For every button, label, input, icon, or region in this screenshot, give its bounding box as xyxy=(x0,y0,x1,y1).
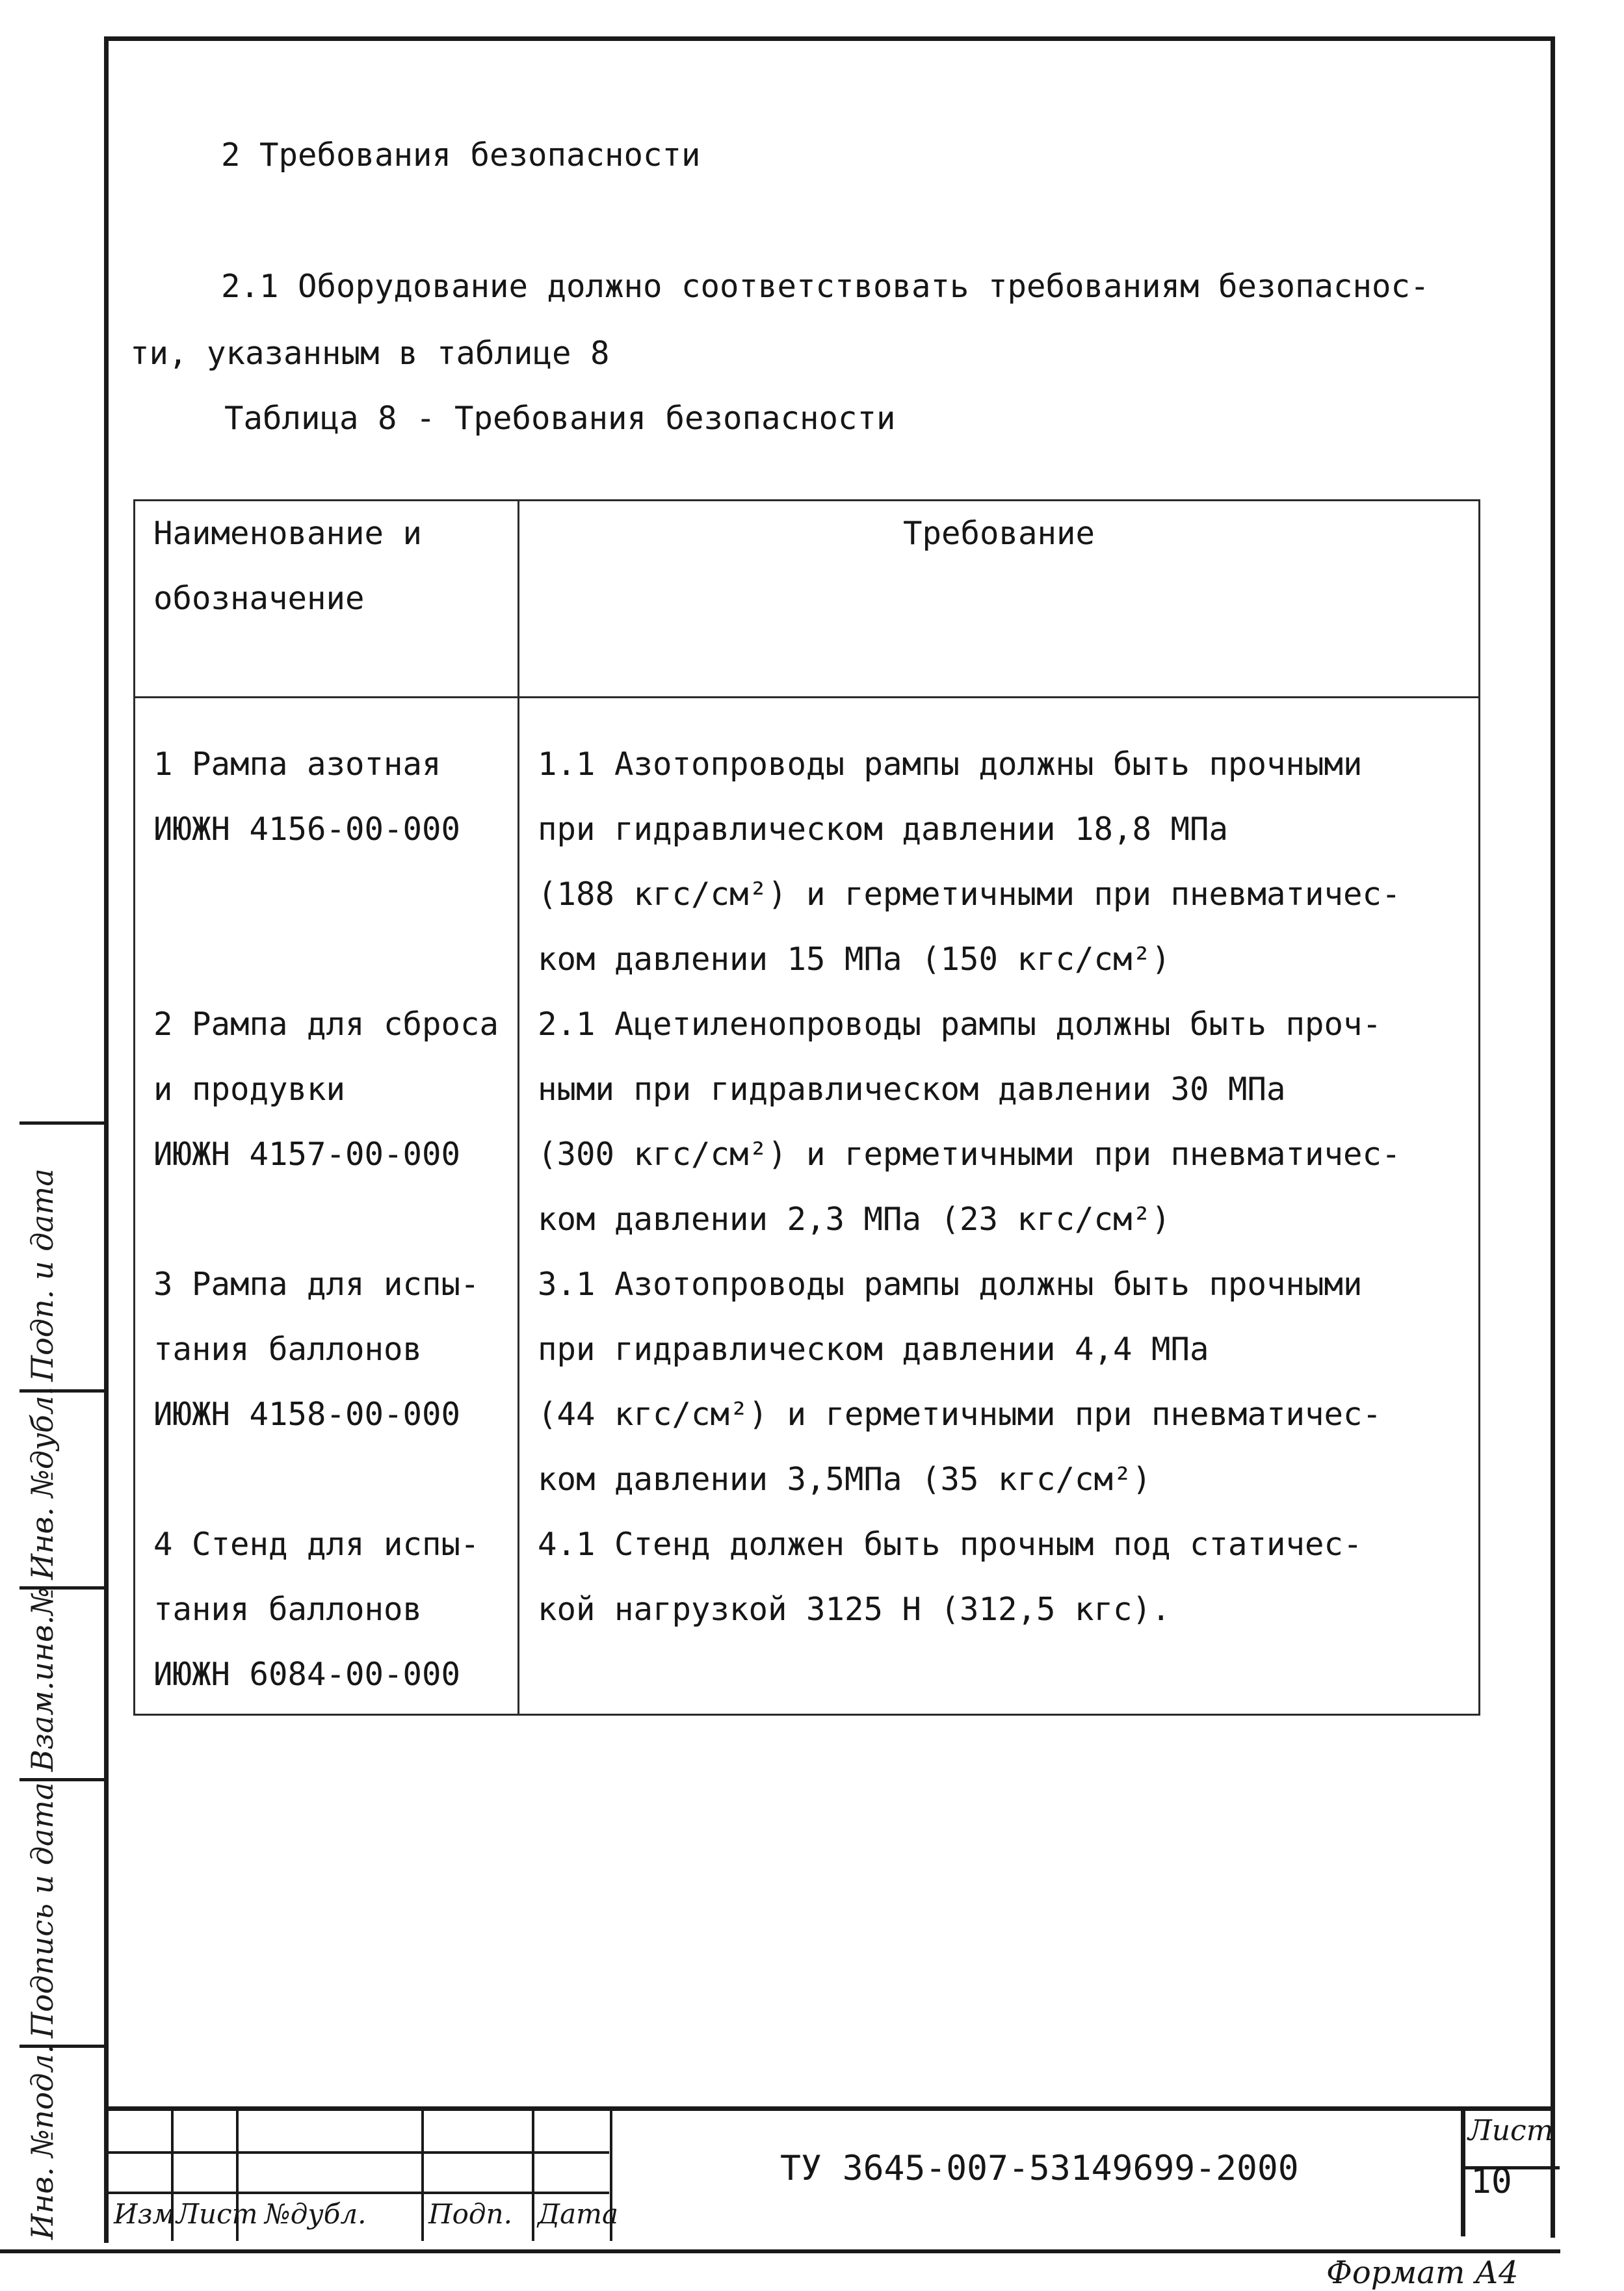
stamp-divider xyxy=(104,1121,109,2243)
section-title: 2 Требования безопасности xyxy=(221,137,701,174)
stamp-vzam-inv: Взам.инв.№ xyxy=(25,1587,60,1772)
header-name-line-2: обозначение xyxy=(153,580,365,617)
row-4-requirement xyxy=(538,1512,1478,1707)
document-number: ТУ 3645-007-53149699-2000 xyxy=(780,2149,1299,2188)
row-2-name-line: ИЮЖН 4157-00-000 xyxy=(153,1136,461,1173)
row-2-name-line: и продувки xyxy=(153,1071,346,1108)
row-1-name-line: ИЮЖН 4156-00-000 xyxy=(153,811,461,848)
sheet-number: 10 xyxy=(1471,2162,1512,2201)
table-body-row xyxy=(135,698,1480,1715)
row-3-req-line: ком давлении 3,5МПа (35 кгс/см²) xyxy=(538,1461,1152,1498)
paragraph-line-1: 2.1 Оборудование должно соответствовать требованиям безопаснос- xyxy=(221,268,1430,305)
header-name-line-1: Наименование и xyxy=(153,515,423,552)
row-2-req-line: (300 кгс/см²) и герметичными при пневматичес- xyxy=(538,1136,1401,1173)
requirements-cell xyxy=(519,698,1480,1715)
row-1-name xyxy=(153,732,517,992)
header-name-cell xyxy=(135,501,519,698)
row-3-name-line: 3 Рампа для испы- xyxy=(153,1266,480,1303)
format-label: Формат А4 xyxy=(1326,2255,1519,2291)
margin-stamp xyxy=(20,1121,104,2243)
table-header-row xyxy=(135,501,1480,698)
row-1-req-line: ком давлении 15 МПа (150 кгс/см²) xyxy=(538,941,1171,978)
row-2-req-line: ком давлении 2,3 МПа (23 кгс/см²) xyxy=(538,1201,1171,1238)
row-2-req-line: ными при гидравлическом давлении 30 МПа xyxy=(538,1071,1286,1108)
row-3-name xyxy=(153,1252,517,1512)
row-4-req-line: 4.1 Стенд должен быть прочным под статичес- xyxy=(538,1526,1363,1563)
row-3-requirement xyxy=(538,1252,1478,1512)
stamp-divider xyxy=(20,1121,109,1125)
row-3-req-line: (44 кгс/см²) и герметичными при пневматичес- xyxy=(538,1396,1382,1433)
row-3-name-line: тания баллонов xyxy=(153,1331,423,1368)
row-2-requirement xyxy=(538,992,1478,1252)
row-2-name-line: 2 Рампа для сброса xyxy=(153,1006,499,1043)
stamp-divider xyxy=(20,1778,109,1781)
table-caption: Таблица 8 - Требования безопасности xyxy=(224,400,896,437)
label-n-dokum: №дубл. xyxy=(265,2198,367,2230)
row-2-req-line: 2.1 Ацетиленопроводы рампы должны быть проч- xyxy=(538,1006,1382,1043)
names-cell xyxy=(135,698,519,1715)
stamp-podpis-data: Подпись и дата xyxy=(25,1782,60,2038)
stamp-podp-data: Подп. и дата xyxy=(25,1168,60,1381)
row-1-req-line: при гидравлическом давлении 18,8 МПа xyxy=(538,811,1229,848)
sheet-label: Лист xyxy=(1468,2114,1554,2147)
stamp-inv-podl: Инв. №подл. xyxy=(25,2044,60,2240)
bottom-rule xyxy=(0,2249,1560,2253)
row-3-req-line: 3.1 Азотопроводы рампы должны быть прочными xyxy=(538,1266,1363,1303)
label-data: Дата xyxy=(538,2198,619,2230)
label-izm: Изм xyxy=(114,2198,176,2230)
label-list: Лист xyxy=(176,2198,258,2230)
paragraph-line-2: ти, указанным в таблице 8 xyxy=(130,335,610,372)
row-4-name-line: ИЮЖН 6084-00-000 xyxy=(153,1656,461,1693)
safety-requirements-table xyxy=(133,499,1480,1716)
row-4-name xyxy=(153,1512,517,1707)
stamp-inv-dubl: Инв. №дубл. xyxy=(25,1386,60,1580)
row-4-name-line: тания баллонов xyxy=(153,1591,423,1628)
header-requirement-cell xyxy=(519,501,1480,698)
row-3-req-line: при гидравлическом давлении 4,4 МПа xyxy=(538,1331,1209,1368)
row-2-name xyxy=(153,992,517,1252)
row-3-name-line: ИЮЖН 4158-00-000 xyxy=(153,1396,461,1433)
row-1-requirement xyxy=(538,732,1478,992)
row-4-req-line: кой нагрузкой 3125 Н (312,5 кгс). xyxy=(538,1591,1171,1628)
label-podp: Подп. xyxy=(428,2198,512,2230)
row-1-name-line: 1 Рампа азотная xyxy=(153,746,441,783)
row-1-req-line: 1.1 Азотопроводы рампы должны быть прочными xyxy=(538,746,1363,783)
row-4-name-line: 4 Стенд для испы- xyxy=(153,1526,480,1563)
row-1-req-line: (188 кгс/см²) и герметичными при пневматичес- xyxy=(538,876,1401,913)
header-requirement-label: Требование xyxy=(902,515,1095,552)
